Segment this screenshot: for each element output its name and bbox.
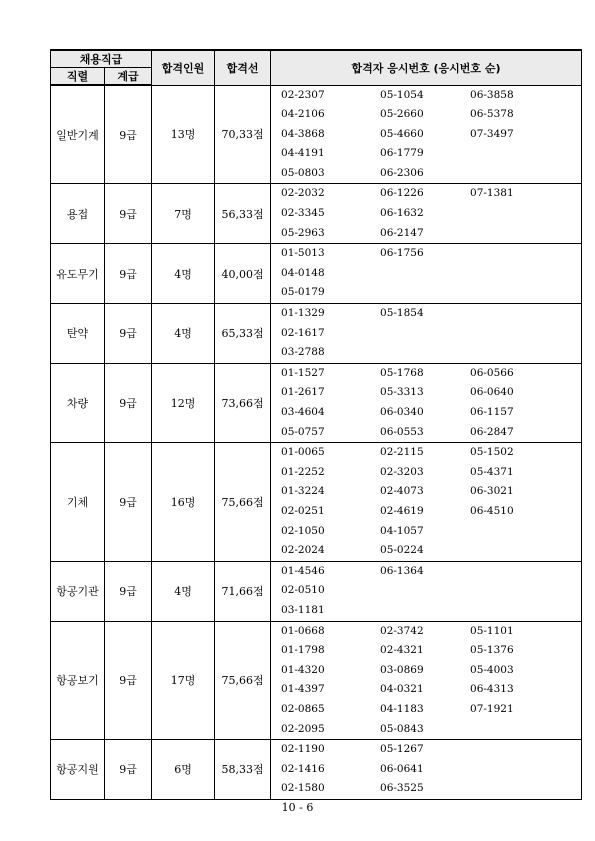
grade-cell: 9급	[105, 304, 152, 364]
results-table	[50, 49, 582, 800]
applicant-id: 02-0251	[281, 504, 325, 517]
id-line	[281, 779, 581, 799]
applicant-id: 06-5378	[470, 108, 514, 121]
applicant-ids-cell	[271, 304, 582, 364]
applicant-id: 05-1854	[380, 307, 424, 320]
count-cell: 13명	[152, 85, 215, 184]
count-cell: 4명	[152, 304, 215, 364]
table-row	[51, 561, 582, 621]
grade-cell: 9급	[105, 363, 152, 442]
applicant-id: 03-1181	[281, 603, 325, 616]
job-cell: 항공기관	[51, 561, 105, 621]
applicant-id: 04-4191	[281, 147, 325, 160]
table-row	[51, 184, 582, 244]
grade-cell: 9급	[105, 561, 152, 621]
id-line	[281, 562, 581, 582]
applicant-id: 01-4546	[281, 564, 325, 577]
id-line	[281, 680, 581, 700]
job-cell: 차량	[51, 363, 105, 442]
count-cell: 4명	[152, 561, 215, 621]
applicant-id: 06-2147	[380, 226, 424, 239]
applicant-id: 06-4313	[470, 683, 514, 696]
id-line	[281, 522, 581, 542]
grade-cell: 9급	[105, 621, 152, 740]
table-row	[51, 443, 582, 562]
applicant-id: 06-1756	[380, 247, 424, 260]
grade-cell: 9급	[105, 443, 152, 562]
applicant-id: 06-1779	[380, 147, 424, 160]
applicant-id: 04-1057	[380, 524, 424, 537]
job-cell: 항공지원	[51, 740, 105, 800]
id-line	[281, 125, 581, 145]
applicant-id: 01-0668	[281, 624, 325, 637]
applicant-id: 04-2106	[281, 108, 325, 121]
applicant-id: 01-5013	[281, 247, 325, 260]
id-line	[281, 482, 581, 502]
applicant-id: 05-1054	[380, 88, 424, 101]
applicant-id: 05-2963	[281, 226, 325, 239]
applicant-ids-cell	[271, 740, 582, 800]
table-row	[51, 621, 582, 740]
applicant-id: 03-2788	[281, 346, 325, 359]
applicant-id: 06-0640	[470, 386, 514, 399]
job-cell: 탄약	[51, 304, 105, 364]
applicant-id: 07-1381	[470, 187, 514, 200]
applicant-id: 04-3868	[281, 127, 325, 140]
cutoff-cell: 70,33점	[215, 85, 271, 184]
applicant-id: 02-1190	[281, 743, 325, 756]
id-line	[281, 283, 581, 303]
job-cell: 기체	[51, 443, 105, 562]
applicant-id: 01-1798	[281, 644, 325, 657]
id-line	[281, 164, 581, 184]
count-cell: 17명	[152, 621, 215, 740]
id-line	[281, 661, 581, 681]
applicant-ids-cell	[271, 85, 582, 184]
applicant-id: 06-1632	[380, 207, 424, 220]
id-line	[281, 324, 581, 344]
applicant-id: 01-4320	[281, 663, 325, 676]
applicant-id: 05-0224	[380, 544, 424, 557]
header-grade: 계급	[105, 68, 152, 86]
grade-cell: 9급	[105, 184, 152, 244]
id-line	[281, 403, 581, 423]
page-number: 10 - 6	[281, 801, 314, 814]
cutoff-cell: 58,33점	[215, 740, 271, 800]
id-line	[281, 622, 581, 642]
id-line	[281, 601, 581, 621]
cutoff-cell: 56,33점	[215, 184, 271, 244]
applicant-id: 06-0553	[380, 425, 424, 438]
id-line	[281, 304, 581, 324]
applicant-id: 04-0148	[281, 266, 325, 279]
applicant-id: 05-4371	[470, 465, 514, 478]
count-cell: 6명	[152, 740, 215, 800]
applicant-id: 06-1226	[380, 187, 424, 200]
job-cell: 일반기계	[51, 85, 105, 184]
applicant-id: 06-3858	[470, 88, 514, 101]
cutoff-cell: 65,33점	[215, 304, 271, 364]
applicant-id: 02-3742	[380, 624, 424, 637]
applicant-id: 02-0510	[281, 584, 325, 597]
applicant-id: 02-4619	[380, 504, 424, 517]
applicant-id: 05-4660	[380, 127, 424, 140]
applicant-id: 02-1617	[281, 326, 325, 339]
header-ids: 합격자 응시번호 (응시번호 순)	[271, 50, 582, 85]
applicant-id: 02-0865	[281, 702, 325, 715]
table-row	[51, 304, 582, 364]
applicant-id: 05-4003	[470, 663, 514, 676]
applicant-id: 05-0179	[281, 286, 325, 299]
applicant-id: 05-0803	[281, 166, 325, 179]
applicant-id: 05-1502	[470, 446, 514, 459]
cutoff-cell: 71,66점	[215, 561, 271, 621]
count-cell: 4명	[152, 244, 215, 304]
applicant-ids-cell	[271, 363, 582, 442]
job-cell: 용접	[51, 184, 105, 244]
applicant-id: 05-1267	[380, 743, 424, 756]
applicant-id: 03-4604	[281, 406, 325, 418]
id-line	[281, 502, 581, 522]
grade-cell: 9급	[105, 85, 152, 184]
id-line	[281, 700, 581, 720]
applicant-id: 05-2660	[380, 108, 424, 121]
count-cell: 12명	[152, 363, 215, 442]
applicant-id: 05-1101	[470, 624, 514, 637]
table-body	[51, 85, 582, 799]
id-line	[281, 105, 581, 125]
applicant-id: 07-3497	[470, 127, 514, 140]
applicant-id: 05-0757	[281, 425, 325, 438]
id-line	[281, 423, 581, 443]
id-line	[281, 463, 581, 483]
applicant-id: 02-2115	[380, 446, 424, 459]
applicant-id: 03-0869	[380, 663, 424, 676]
header-job: 직렬	[51, 68, 105, 86]
id-line	[281, 204, 581, 224]
table-row	[51, 363, 582, 442]
id-line	[281, 264, 581, 284]
id-line	[281, 443, 581, 463]
applicant-id: 01-0065	[281, 446, 325, 459]
grade-cell: 9급	[105, 244, 152, 304]
id-line	[281, 383, 581, 403]
applicant-id: 06-3021	[470, 485, 514, 498]
id-line	[281, 224, 581, 244]
table-row	[51, 740, 582, 800]
applicant-id: 06-2847	[470, 425, 514, 438]
applicant-ids-cell	[271, 184, 582, 244]
applicant-id: 04-0321	[380, 683, 424, 696]
applicant-id: 06-3525	[380, 782, 424, 795]
applicant-ids-cell	[271, 561, 582, 621]
applicant-id: 06-4510	[470, 504, 514, 517]
applicant-id: 05-1376	[470, 644, 514, 657]
applicant-id: 05-3313	[380, 386, 424, 399]
applicant-id: 06-0566	[470, 366, 514, 379]
applicant-id: 02-1416	[281, 762, 325, 775]
applicant-id: 02-4321	[380, 644, 424, 657]
applicant-id: 05-1768	[380, 366, 424, 379]
id-line	[281, 641, 581, 661]
table-row	[51, 244, 582, 304]
applicant-id: 01-2617	[281, 386, 325, 399]
applicant-id: 01-3224	[281, 485, 325, 498]
id-line	[281, 343, 581, 363]
header-count: 합격인원	[152, 50, 215, 85]
cutoff-cell: 40,00점	[215, 244, 271, 304]
applicant-id: 01-1329	[281, 307, 325, 320]
grade-cell: 9급	[105, 740, 152, 800]
id-line	[281, 541, 581, 561]
cutoff-cell: 75,66점	[215, 621, 271, 740]
job-cell: 항공보기	[51, 621, 105, 740]
id-line	[281, 740, 581, 760]
applicant-id: 06-2306	[380, 166, 424, 179]
cutoff-cell: 73,66점	[215, 363, 271, 442]
applicant-id: 07-1921	[470, 702, 514, 715]
id-line	[281, 581, 581, 601]
applicant-id: 01-2252	[281, 465, 325, 478]
applicant-id: 02-2032	[281, 187, 325, 200]
id-line	[281, 244, 581, 264]
id-line	[281, 86, 581, 106]
applicant-id: 04-1183	[380, 702, 424, 715]
applicant-id: 02-2095	[281, 722, 325, 735]
applicant-id: 02-2024	[281, 544, 325, 557]
applicant-id: 02-4073	[380, 485, 424, 498]
applicant-id: 02-1580	[281, 782, 325, 795]
cutoff-cell: 75,66점	[215, 443, 271, 562]
id-line	[281, 184, 581, 204]
applicant-id: 06-1364	[380, 564, 424, 577]
count-cell: 7명	[152, 184, 215, 244]
applicant-id: 06-0340	[380, 406, 424, 418]
applicant-ids-cell	[271, 244, 582, 304]
applicant-id: 02-2307	[281, 88, 325, 101]
applicant-id: 06-0641	[380, 762, 424, 775]
id-line	[281, 364, 581, 384]
applicant-ids-cell	[271, 621, 582, 740]
applicant-id: 01-1527	[281, 366, 325, 379]
applicant-id: 05-0843	[380, 722, 424, 735]
applicant-id: 02-3203	[380, 465, 424, 478]
header-category: 채용직급	[51, 50, 152, 68]
table-row	[51, 85, 582, 184]
applicant-id: 01-4397	[281, 683, 325, 696]
applicant-ids-cell	[271, 443, 582, 562]
id-line	[281, 760, 581, 780]
count-cell: 16명	[152, 443, 215, 562]
id-line	[281, 144, 581, 164]
job-cell: 유도무기	[51, 244, 105, 304]
header-cutoff: 합격선	[215, 50, 271, 85]
applicant-id: 02-1050	[281, 524, 325, 537]
applicant-id: 06-1157	[470, 406, 514, 418]
id-line	[281, 720, 581, 740]
applicant-id: 02-3345	[281, 207, 325, 220]
